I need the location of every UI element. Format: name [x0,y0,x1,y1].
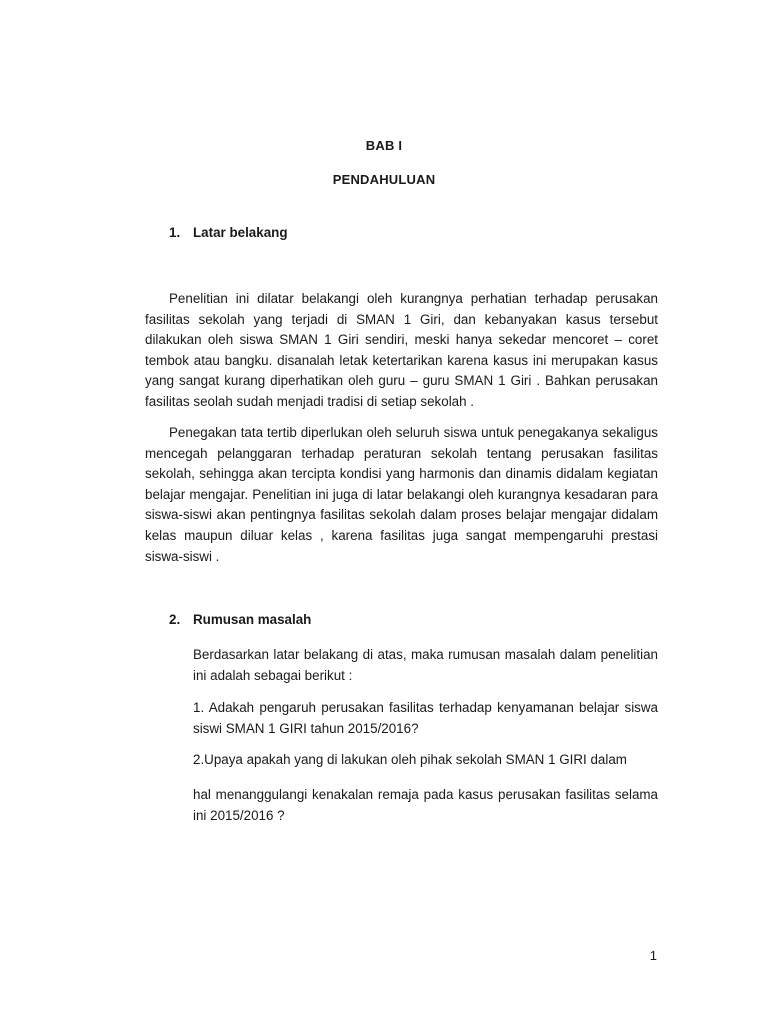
section-number: 2. [169,612,181,627]
list-item: 1. Adakah pengaruh perusakan fasilitas terhadap kenyamanan belajar siswa siswi SMAN 1 GIRI tahun 2015/2016? [193,700,658,736]
chapter-title: PENDAHULUAN [332,172,436,187]
paragraph: Penegakan tata tertib diperlukan oleh seluruh siswa untuk penegakanya sekaligus mencegah pelanggaran terhadap peraturan sekolah tentang perusakan fasilitas sekolah, sehingga akan tercipta kondisi yang harmonis dan dinamis didalam kegiatan belajar mengajar. Penelitian ini juga di latar belakangi oleh kurangnya kesadaran para siswa-siswi akan pentingnya fasilitas sekolah dalam proses belajar mengajar didalam kelas maupun diluar kelas , karena fasilitas juga sangat mempengaruhi prestasi siswa-siswi . [145,425,658,564]
paragraph: Penelitian ini dilatar belakangi oleh kurangnya perhatian terhadap perusakan fasilitas sekolah yang terjadi di SMAN 1 Giri, dan kebanyakan kasus tersebut dilakukan oleh siswa SMAN 1 Giri sendiri, meski hanya sekedar mencoret – coret tembok atau bangku. disanalah letak ketertarikan karena kasus ini merupakan kasus yang sangat kurang diperhatikan oleh guru – guru SMAN 1 Giri . Bahkan perusakan fasilitas seolah sudah menjadi tradisi di setiap sekolah . [145,291,658,409]
section-title: Rumusan masalah [193,612,312,627]
chapter-label: BAB I [365,138,403,153]
section-title: Latar belakang [193,225,288,240]
page-number: 1 [649,948,657,963]
section-number: 1. [169,225,181,240]
section-heading-latar-belakang [169,225,288,240]
list-item-continuation: hal menanggulangi kenakalan remaja pada kasus perusakan fasilitas selama ini 2015/2016 ? [193,787,658,823]
section-heading-rumusan-masalah [169,612,311,627]
list-item: 2.Upaya apakah yang di lakukan oleh pihak sekolah SMAN 1 GIRI dalam [193,752,627,767]
paragraph: Berdasarkan latar belakang di atas, maka rumusan masalah dalam penelitian ini adalah sebagai berikut : [193,647,658,683]
